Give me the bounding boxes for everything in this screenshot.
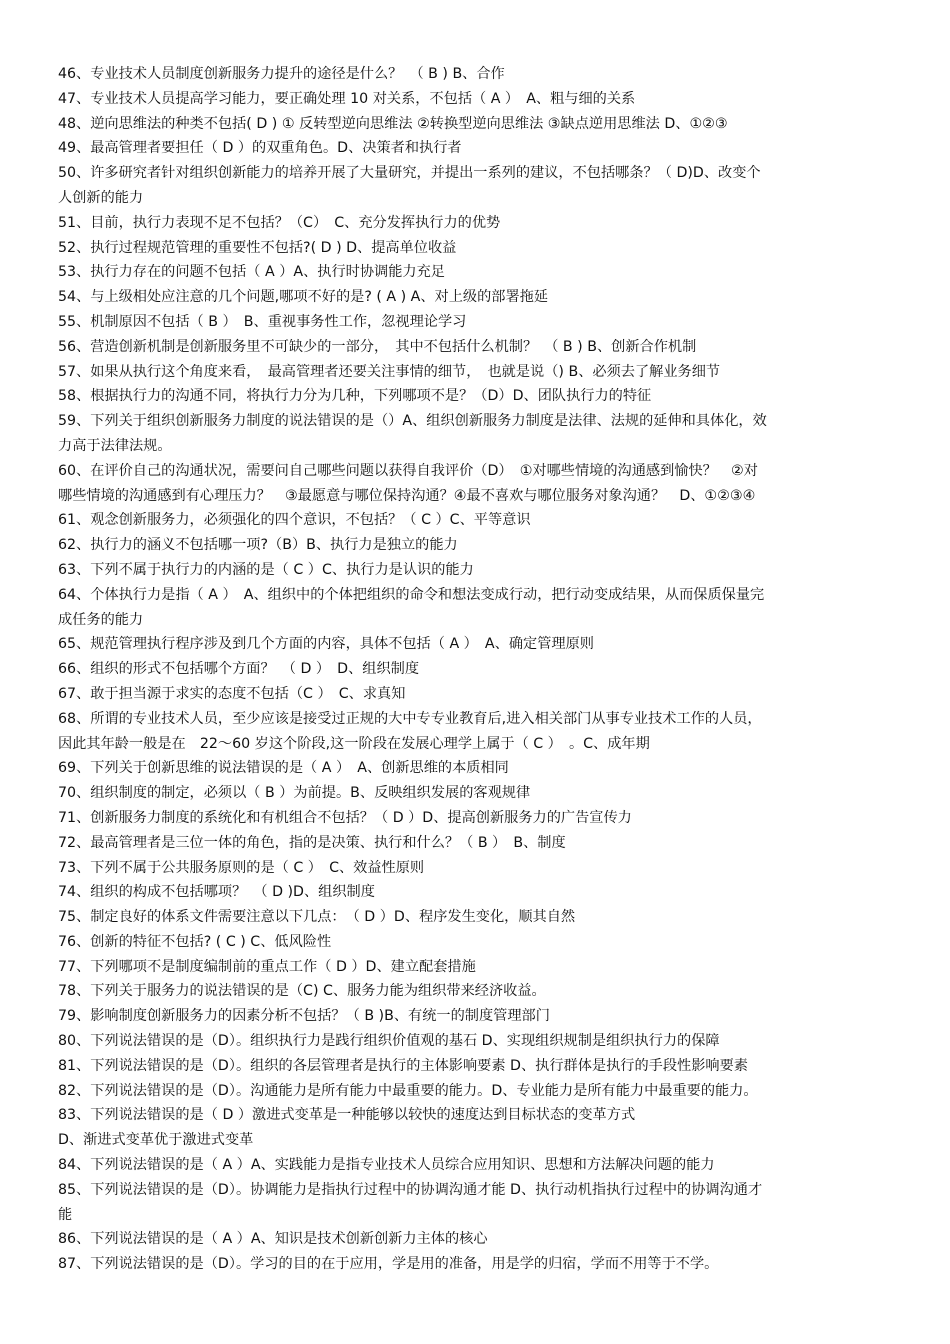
text-line: 80、下列说法错误的是（D）。组织执行力是践行组织价值观的基石 D、实现组织规制是组织执行力的保障 [58,1033,720,1050]
text-line: 47、专业技术人员提高学习能力，要正确处理 10 对关系，不包括（ A ） A、粗与细的关系 [58,90,636,107]
text-line: 46、专业技术人员制度创新服务力提升的途径是什么？ （ B ) B、合作 [58,66,505,82]
text-line: 55、机制原因不包括（ B ） B、重视事务性工作，忽视理论学习 [58,313,467,330]
text-line: 79、影响制度创新服务力的因素分析不包括？（ B )B、有统一的制度管理部门 [58,1008,550,1025]
text-line: 61、观念创新服务力，必须强化的四个意识，不包括？（ C ）C、平等意识 [58,512,531,529]
text-line: 68、所谓的专业技术人员，至少应该是接受过正规的大中专专业教育后,进入相关部门从事专业技术工作的人员， [58,710,762,727]
text-line: 64、个体执行力是指（ A ） A、组织中的个体把组织的命令和想法变成行动，把行动变成结果，从而保质保量完 [58,586,765,603]
text-line: 51、目前，执行力表现不足不包括？（C） C、充分发挥执行力的优势 [58,214,501,231]
text-line: 因此其年龄一般是在 22～60 岁这个阶段,这一阶段在发展心理学上属于（ C ） 。C、成年期 [58,735,650,752]
text-line: 人创新的能力 [58,189,144,206]
text-line: 83、下列说法错误的是（ D ）激进式变革是一种能够以较快的速度达到目标状态的变革方式 [58,1107,636,1124]
text-line: 56、营造创新机制是创新服务里不可缺少的一部分， 其中不包括什么机制？ （ B ) B、创新合作机制 [58,338,697,355]
text-line: 60、在评价自己的沟通状况，需要问自己哪些问题以获得自我评价（D） ①对哪些情境的沟通感到愉快？ ②对 [58,462,758,479]
text-line: 成任务的能力 [58,611,144,628]
text-line: 58、根据执行力的沟通不同，将执行力分为几种，下列哪项不是？（D）D、团队执行力的特征 [58,388,652,405]
text-line: 62、执行力的涵义不包括哪一项?（B）B、执行力是独立的能力 [58,537,458,554]
text-line: 70、组织制度的制定，必须以（ B ）为前提。B、反映组织发展的客观规律 [58,785,531,802]
text-line: 48、逆向思维法的种类不包括( D ) ① 反转型逆向思维法 ②转换型逆向思维法 ③缺点逆用思维法 D、①②③ [58,115,728,132]
text-line: D、渐进式变革优于激进式变革 [58,1132,254,1149]
text-line: 69、下列关于创新思维的说法错误的是（ A ） A、创新思维的本质相同 [58,760,509,777]
text-line: 能 [58,1206,73,1223]
text-line: 57、如果从执行这个角度来看， 最高管理者还要关注事情的细节， 也就是说（) B、必须去了解业务细节 [58,363,721,380]
text-line: 73、下列不属于公共服务原则的是（ C ） C、效益性原则 [58,859,425,876]
text-line: 82、下列说法错误的是（D）。沟通能力是所有能力中最重要的能力。D、专业能力是所有能力中最重要的能力。 [58,1082,758,1099]
text-line: 54、与上级相处应注意的几个问题,哪项不好的是? ( A ) A、对上级的部署拖延 [58,289,549,306]
text-line: 65、规范管理执行程序涉及到几个方面的内容，具体不包括（ A ） A、确定管理原则 [58,636,594,653]
text-line: 52、执行过程规范管理的重要性不包括?( D ) D、提高单位收益 [58,239,457,256]
text-line: 77、下列哪项不是制度编制前的重点工作（ D ）D、建立配套措施 [58,958,476,975]
text-line: 49、最高管理者要担任（ D ）的双重角色。D、决策者和执行者 [58,140,462,157]
text-line: 59、下列关于组织创新服务力制度的说法错误的是（）A、组织创新服务力制度是法律、法规的延伸和具体化，效 [58,413,767,430]
text-line: 50、许多研究者针对组织创新能力的培养开展了大量研究，并提出一系列的建议，不包括哪条？（ D)D、改变个 [58,165,761,182]
text-line: 87、下列说法错误的是（D）。学习的目的在于应用，学是用的准备，用是学的归宿，学而不用等于不学。 [58,1256,719,1273]
text-line: 78、下列关于服务力的说法错误的是（C) C、服务力能为组织带来经济收益。 [58,983,546,1000]
text-line: 63、下列不属于执行力的内涵的是（ C ）C、执行力是认识的能力 [58,561,474,578]
text-line: 76、创新的特征不包括? ( C ) C、低风险性 [58,933,332,950]
text-line: 74、组织的构成不包括哪项？ （ D )D、组织制度 [58,884,375,901]
text-line: 75、制定良好的体系文件需要注意以下几点： （ D ）D、程序发生变化，顺其自然 [58,909,576,926]
text-line: 81、下列说法错误的是（D）。组织的各层管理者是执行的主体影响要素 D、执行群体是执行的手段性影响要素 [58,1057,748,1074]
text-line: 84、下列说法错误的是（ A ）A、实践能力是指专业技术人员综合应用知识、思想和方法解决问题的能力 [58,1157,715,1174]
text-line: 86、下列说法错误的是（ A ）A、知识是技术创新创新力主体的核心 [58,1231,488,1248]
text-line: 66、组织的形式不包括哪个方面？ （ D ） D、组织制度 [58,661,420,678]
text-line: 67、敢于担当源于求实的态度不包括（C ） C、求真知 [58,685,406,702]
text-line: 53、执行力存在的问题不包括（ A ）A、执行时协调能力充足 [58,264,445,281]
text-line: 哪些情境的沟通感到有心理压力？ ③最愿意与哪位保持沟通？④最不喜欢与哪位服务对象沟通？ D、①②③④ [58,487,756,504]
text-line: 72、最高管理者是三位一体的角色，指的是决策、执行和什么？（ B ） B、制度 [58,834,566,851]
text-line: 85、下列说法错误的是（D）。协调能力是指执行过程中的协调沟通才能 D、执行动机指执行过程中的协调沟通才 [58,1181,763,1198]
text-line: 力高于法律法规。 [58,437,172,454]
text-line: 71、创新服务力制度的系统化和有机组合不包括？（ D ）D、提高创新服务力的广告宣传力 [58,809,632,826]
